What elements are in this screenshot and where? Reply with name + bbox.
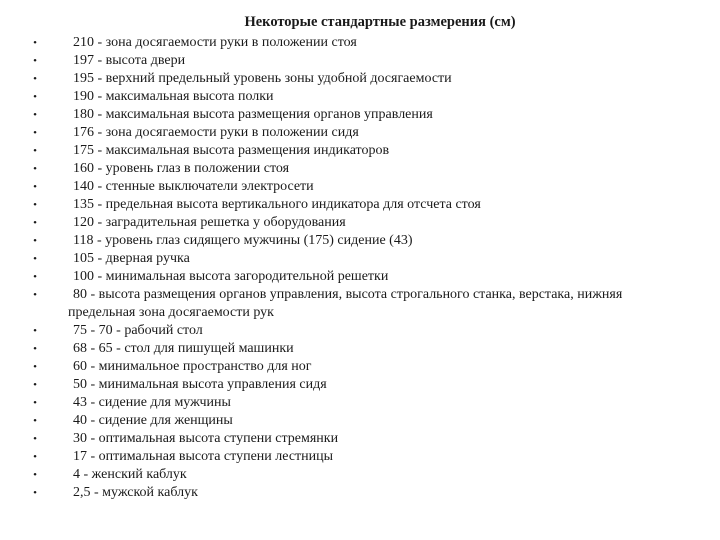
bullet-icon: •: [33, 109, 37, 121]
slide-title: Некоторые стандартные размерения (см): [244, 14, 516, 30]
bullet-icon: •: [33, 217, 37, 229]
bullet-icon: •: [33, 271, 37, 283]
bullet-icon: •: [33, 199, 37, 211]
list-item-text: 120 - заградительная решетка у оборудования: [73, 215, 346, 230]
list-item-text: 40 - сидение для женщины: [73, 413, 233, 428]
list-item-text: 160 - уровень глаз в положении стоя: [73, 161, 290, 176]
list-item-text: 176 - зона досягаемости руки в положении сидя: [73, 125, 359, 140]
list-item-text: [68, 286, 670, 322]
list-item: [0, 70, 720, 88]
bullet-icon: •: [33, 397, 37, 409]
bullet-icon: •: [33, 181, 37, 193]
bullet-icon: •: [33, 235, 37, 247]
list-item: [0, 322, 720, 340]
list-item: [0, 124, 720, 142]
list-item-text: 190 - максимальная высота полки: [73, 89, 274, 104]
bullet-icon: •: [33, 127, 37, 139]
bullet-icon: •: [33, 343, 37, 355]
bullet-icon: •: [33, 361, 37, 373]
list-item-text: 210 - зона досягаемости руки в положении стоя: [73, 35, 357, 50]
list-item-text: 30 - оптимальная высота ступени стремянки: [73, 431, 339, 446]
bullet-icon: •: [33, 37, 37, 49]
list-item: [0, 448, 720, 466]
list-item: [0, 88, 720, 106]
bullet-icon: •: [33, 55, 37, 67]
bullet-icon: •: [33, 469, 37, 481]
list-item: [0, 430, 720, 448]
list-item-text: 197 - высота двери: [73, 53, 186, 68]
list-item: [0, 340, 720, 358]
bullet-icon: •: [33, 145, 37, 157]
bullet-icon: •: [33, 433, 37, 445]
bullet-icon: •: [33, 73, 37, 85]
bullet-icon: •: [33, 379, 37, 391]
list-item-text: 68 - 65 - стол для пишущей машинки: [73, 341, 294, 356]
list-item: [0, 268, 720, 286]
list-item: [0, 106, 720, 124]
list-item: [0, 250, 720, 268]
list-item-text: 43 - сидение для мужчины: [73, 395, 231, 410]
list-item-text-continuation: предельная зона досягаемости рук: [68, 305, 274, 320]
list-item-text: 4 - женский каблук: [73, 467, 187, 482]
list-item: [0, 394, 720, 412]
list-item-text: 75 - 70 - рабочий стол: [73, 323, 203, 338]
bullet-icon: •: [33, 451, 37, 463]
bullet-icon: •: [33, 91, 37, 103]
list-item: [0, 52, 720, 70]
bullet-icon: •: [33, 289, 37, 301]
list-item: [0, 466, 720, 484]
list-item-text: 105 - дверная ручка: [73, 251, 190, 266]
list-item-text: 175 - максимальная высота размещения индикаторов: [73, 143, 390, 158]
list-item: [0, 34, 720, 52]
bullet-icon: •: [33, 163, 37, 175]
list-item: [0, 286, 720, 322]
bullet-icon: •: [33, 253, 37, 265]
list-item-text: 140 - стенные выключатели электросети: [73, 179, 314, 194]
list-item: [0, 196, 720, 214]
list-item-text: 60 - минимальное пространство для ног: [73, 359, 312, 374]
list-item-text: 17 - оптимальная высота ступени лестницы: [73, 449, 334, 464]
list-item: [0, 376, 720, 394]
list-item-text-line: 80 - высота размещения органов управления, высота строгального станка, верстака, нижняя: [73, 287, 623, 302]
bullet-icon: •: [33, 487, 37, 499]
dimension-list: [0, 34, 720, 502]
list-item: [0, 178, 720, 196]
list-item-text: 100 - минимальная высота загородительной решетки: [73, 269, 389, 284]
bullet-icon: •: [33, 415, 37, 427]
list-item: [0, 160, 720, 178]
list-item-text: 180 - максимальная высота размещения органов управления: [73, 107, 433, 122]
bullet-icon: •: [33, 325, 37, 337]
list-item: [0, 358, 720, 376]
list-item: [0, 142, 720, 160]
list-item: [0, 412, 720, 430]
list-item-text: 2,5 - мужской каблук: [73, 485, 198, 500]
list-item-text: 118 - уровень глаз сидящего мужчины (175) сидение (43): [73, 233, 413, 248]
list-item: [0, 232, 720, 250]
list-item: [0, 484, 720, 502]
list-item: [0, 214, 720, 232]
list-item-text: 135 - предельная высота вертикального индикатора для отсчета стоя: [73, 197, 481, 212]
list-item-text: 195 - верхний предельный уровень зоны удобной досягаемости: [73, 71, 452, 86]
list-item-text: 50 - минимальная высота управления сидя: [73, 377, 327, 392]
